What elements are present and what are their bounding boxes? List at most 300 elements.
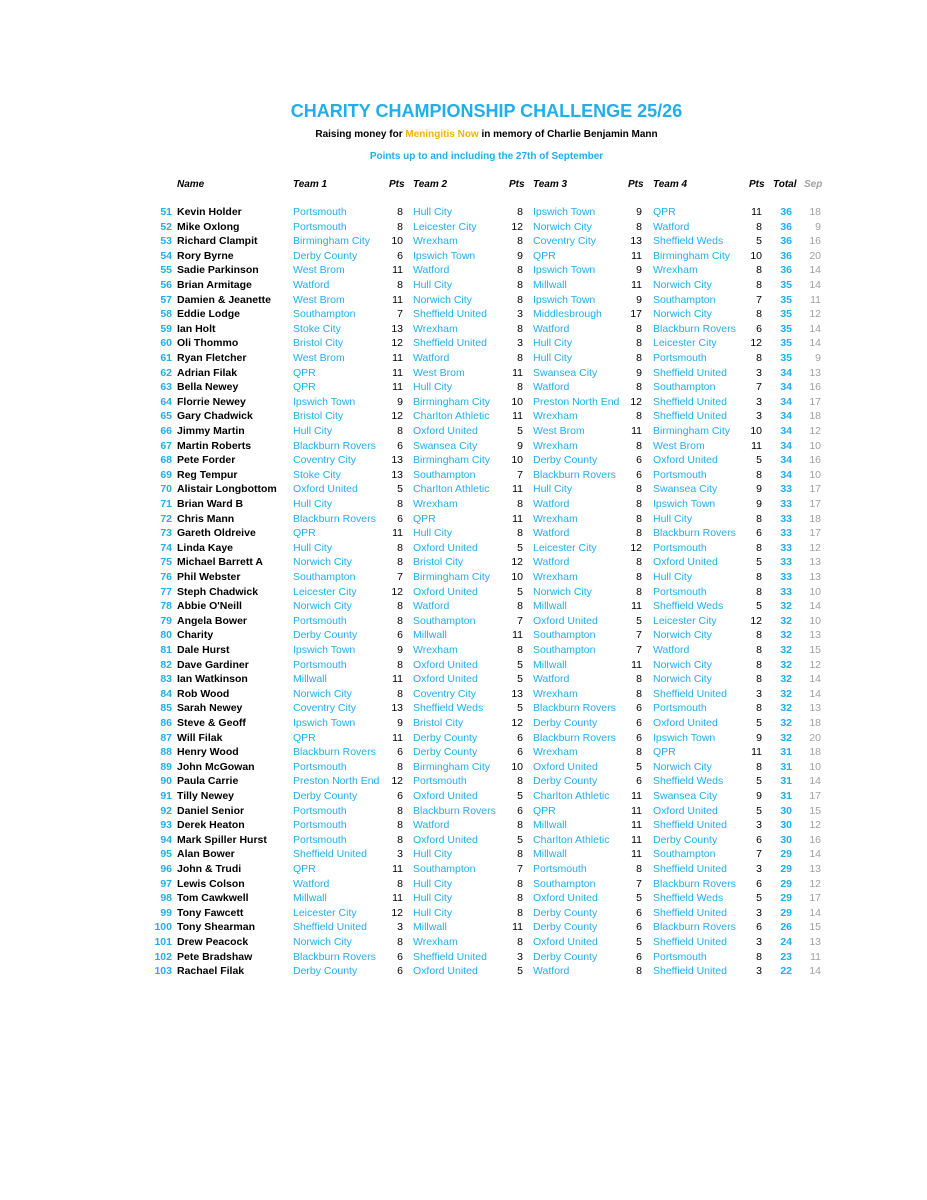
team3-cell: Southampton <box>533 629 596 642</box>
rank-cell: 60 <box>160 337 172 350</box>
team4-cell: Norwich City <box>653 279 712 291</box>
team3-cell: Derby County <box>533 906 598 919</box>
sep-cell: 14 <box>809 906 821 919</box>
pts1-cell: 8 <box>397 279 403 291</box>
team1-cell: West Brom <box>293 264 345 277</box>
rank-cell: 79 <box>160 614 172 627</box>
team4-cell: Sheffield United <box>653 863 727 875</box>
pts3-cell: 5 <box>636 614 642 627</box>
sep-cell: 17 <box>809 498 821 510</box>
team4-cell: Norwich City <box>653 760 712 773</box>
table-row <box>0 615 927 630</box>
name-cell: Michael Barrett A <box>177 556 263 569</box>
header-pts4: Pts <box>749 179 765 190</box>
team2-cell: Derby County <box>413 731 478 744</box>
pts4-cell: 8 <box>756 512 762 525</box>
pts1-cell: 8 <box>397 877 403 890</box>
sep-cell: 14 <box>809 279 821 291</box>
sep-cell: 16 <box>809 454 821 467</box>
sep-cell: 12 <box>809 541 821 554</box>
team1-cell: Hull City <box>293 498 333 510</box>
pts1-cell: 6 <box>397 439 403 452</box>
name-cell: Mark Spiller Hurst <box>177 833 267 846</box>
pts2-cell: 8 <box>517 235 523 248</box>
name-cell: Ian Watkinson <box>177 673 248 686</box>
total-cell: 32 <box>780 644 792 656</box>
table-row <box>0 848 927 863</box>
pts2-cell: 10 <box>511 571 523 583</box>
team3-cell: Millwall <box>533 279 567 291</box>
total-cell: 32 <box>780 687 792 700</box>
team4-cell: Southampton <box>653 381 716 394</box>
name-cell: Florrie Newey <box>177 395 246 408</box>
team2-cell: Charlton Athletic <box>413 410 490 423</box>
pts3-cell: 8 <box>636 483 642 496</box>
team1-cell: Bristol City <box>293 337 344 350</box>
name-cell: Tom Cawkwell <box>177 892 249 905</box>
rank-cell: 100 <box>154 921 172 934</box>
pts4-cell: 11 <box>751 746 762 759</box>
pts1-cell: 3 <box>397 921 403 934</box>
total-cell: 29 <box>780 906 792 919</box>
total-cell: 23 <box>780 950 792 963</box>
pts1-cell: 13 <box>391 454 403 467</box>
rank-cell: 87 <box>160 731 172 744</box>
pts4-cell: 8 <box>756 760 762 773</box>
team4-cell: Norwich City <box>653 658 712 671</box>
pts3-cell: 6 <box>636 731 642 744</box>
sep-cell: 10 <box>809 760 821 773</box>
table-row <box>0 775 927 790</box>
pts1-cell: 8 <box>397 600 403 613</box>
sep-cell: 14 <box>809 965 821 978</box>
table-row <box>0 381 927 396</box>
pts3-cell: 8 <box>636 556 642 569</box>
table-row <box>0 440 927 455</box>
name-cell: Tony Shearman <box>177 921 255 934</box>
sep-cell: 12 <box>809 425 821 437</box>
team2-cell: Oxford United <box>413 790 478 802</box>
table-row <box>0 556 927 571</box>
table-row <box>0 878 927 893</box>
sep-cell: 16 <box>809 381 821 394</box>
total-cell: 32 <box>780 614 792 627</box>
team4-cell: Blackburn Rovers <box>653 877 736 890</box>
pts4-cell: 9 <box>756 483 762 496</box>
team2-cell: Watford <box>413 264 450 277</box>
team4-cell: Blackburn Rovers <box>653 527 736 540</box>
pts1-cell: 12 <box>391 775 403 788</box>
team4-cell: Sheffield United <box>653 906 727 919</box>
total-cell: 34 <box>780 381 792 394</box>
pts1-cell: 8 <box>397 425 403 437</box>
pts2-cell: 7 <box>517 468 523 481</box>
pts4-cell: 10 <box>750 249 762 262</box>
team3-cell: Middlesbrough <box>533 308 602 321</box>
pts2-cell: 13 <box>511 687 523 700</box>
team4-cell: Leicester City <box>653 614 717 627</box>
pts3-cell: 8 <box>636 527 642 540</box>
team2-cell: Blackburn Rovers <box>413 804 496 817</box>
table-row <box>0 367 927 382</box>
pts4-cell: 5 <box>756 600 762 613</box>
pts3-cell: 12 <box>630 541 642 554</box>
team2-cell: Birmingham City <box>413 571 491 583</box>
total-cell: 33 <box>780 527 792 540</box>
rank-cell: 75 <box>160 556 172 569</box>
pts2-cell: 10 <box>511 454 523 467</box>
team4-cell: Portsmouth <box>653 702 707 715</box>
team1-cell: Bristol City <box>293 410 344 423</box>
team1-cell: Oxford United <box>293 483 358 496</box>
pts4-cell: 8 <box>756 658 762 671</box>
pts2-cell: 5 <box>517 702 523 715</box>
pts2-cell: 8 <box>517 600 523 613</box>
team4-cell: Sheffield United <box>653 366 727 379</box>
team1-cell: Derby County <box>293 629 358 642</box>
pts4-cell: 5 <box>756 717 762 729</box>
pts4-cell: 8 <box>756 571 762 583</box>
team1-cell: Sheffield United <box>293 921 367 934</box>
sep-cell: 10 <box>809 585 821 598</box>
team4-cell: Hull City <box>653 512 693 525</box>
pts3-cell: 8 <box>636 512 642 525</box>
pts2-cell: 8 <box>517 877 523 890</box>
pts3-cell: 6 <box>636 950 642 963</box>
pts1-cell: 9 <box>397 644 403 656</box>
pts2-cell: 11 <box>512 629 523 642</box>
rank-cell: 68 <box>160 454 172 467</box>
total-cell: 31 <box>780 775 792 788</box>
pts1-cell: 5 <box>397 483 403 496</box>
rank-cell: 58 <box>160 308 172 321</box>
total-cell: 33 <box>780 498 792 510</box>
pts3-cell: 11 <box>631 790 642 802</box>
pts4-cell: 6 <box>756 322 762 335</box>
team4-cell: Swansea City <box>653 483 718 496</box>
table-header <box>0 178 927 193</box>
name-cell: Henry Wood <box>177 746 239 759</box>
pts2-cell: 8 <box>517 848 523 861</box>
team2-cell: Ipswich Town <box>413 249 476 262</box>
header-name: Name <box>177 179 205 190</box>
pts1-cell: 8 <box>397 687 403 700</box>
total-cell: 34 <box>780 468 792 481</box>
team2-cell: Sheffield United <box>413 337 487 350</box>
total-cell: 33 <box>780 541 792 554</box>
team2-cell: Southampton <box>413 468 476 481</box>
pts1-cell: 6 <box>397 746 403 759</box>
pts1-cell: 6 <box>397 249 403 262</box>
total-cell: 31 <box>780 760 792 773</box>
team1-cell: Ipswich Town <box>293 717 356 729</box>
name-cell: Steph Chadwick <box>177 585 259 598</box>
name-cell: Bella Newey <box>177 381 239 394</box>
team2-cell: Oxford United <box>413 541 478 554</box>
team4-cell: Blackburn Rovers <box>653 921 736 934</box>
total-cell: 33 <box>780 512 792 525</box>
team4-cell: Norwich City <box>653 308 712 321</box>
team4-cell: Sheffield Weds <box>653 235 724 248</box>
table-row <box>0 469 927 484</box>
team3-cell: Oxford United <box>533 614 598 627</box>
rank-cell: 59 <box>160 322 172 335</box>
total-cell: 32 <box>780 717 792 729</box>
rank-cell: 56 <box>160 279 172 291</box>
table-row <box>0 294 927 309</box>
team3-cell: Millwall <box>533 658 567 671</box>
team2-cell: Leicester City <box>413 220 477 233</box>
header-team1: Team 1 <box>293 179 328 190</box>
team3-cell: Ipswich Town <box>533 264 596 277</box>
pts4-cell: 5 <box>756 556 762 569</box>
rank-cell: 61 <box>160 352 172 364</box>
name-cell: Derek Heaton <box>177 819 245 832</box>
team4-cell: Norwich City <box>653 673 712 686</box>
pts2-cell: 5 <box>517 673 523 686</box>
header-team4: Team 4 <box>653 179 688 190</box>
pts4-cell: 8 <box>756 673 762 686</box>
team3-cell: Blackburn Rovers <box>533 702 616 715</box>
pts4-cell: 8 <box>756 702 762 715</box>
name-cell: Steve & Geoff <box>177 717 246 729</box>
pts4-cell: 3 <box>756 687 762 700</box>
team1-cell: Portsmouth <box>293 804 347 817</box>
sep-cell: 13 <box>809 936 821 948</box>
team3-cell: Wrexham <box>533 746 578 759</box>
pts3-cell: 9 <box>636 206 642 218</box>
pts4-cell: 8 <box>756 950 762 963</box>
team2-cell: Sheffield United <box>413 308 487 321</box>
pts2-cell: 8 <box>517 322 523 335</box>
table-row <box>0 206 927 221</box>
pts1-cell: 8 <box>397 541 403 554</box>
table-row <box>0 410 927 425</box>
pts3-cell: 11 <box>631 279 642 291</box>
sep-cell: 11 <box>810 293 821 306</box>
name-cell: Pete Bradshaw <box>177 950 253 963</box>
rank-cell: 91 <box>160 790 172 802</box>
sep-cell: 14 <box>809 848 821 861</box>
rank-cell: 54 <box>160 249 172 262</box>
team1-cell: Norwich City <box>293 556 352 569</box>
team4-cell: Oxford United <box>653 454 718 467</box>
team3-cell: Charlton Athletic <box>533 833 610 846</box>
sep-cell: 12 <box>809 308 821 321</box>
team4-cell: Sheffield United <box>653 687 727 700</box>
rank-cell: 90 <box>160 775 172 788</box>
subtitle-suffix: in memory of Charlie Benjamin Mann <box>478 129 658 140</box>
table-row <box>0 659 927 674</box>
team4-cell: Wrexham <box>653 264 698 277</box>
table-row <box>0 790 927 805</box>
team1-cell: Norwich City <box>293 687 352 700</box>
table-row <box>0 235 927 250</box>
team2-cell: Sheffield United <box>413 950 487 963</box>
pts1-cell: 12 <box>391 337 403 350</box>
pts2-cell: 5 <box>517 658 523 671</box>
pts4-cell: 5 <box>756 235 762 248</box>
pts3-cell: 8 <box>636 337 642 350</box>
team1-cell: Hull City <box>293 541 333 554</box>
name-cell: Linda Kaye <box>177 541 234 554</box>
total-cell: 32 <box>780 673 792 686</box>
pts1-cell: 13 <box>391 468 403 481</box>
team3-cell: Blackburn Rovers <box>533 468 616 481</box>
pts3-cell: 11 <box>631 658 642 671</box>
team1-cell: Preston North End <box>293 775 380 788</box>
name-cell: Abbie O'Neill <box>177 600 242 613</box>
sep-cell: 20 <box>809 249 821 262</box>
name-cell: Oli Thommo <box>177 337 239 350</box>
team3-cell: Wrexham <box>533 687 578 700</box>
sep-cell: 13 <box>809 556 821 569</box>
team2-cell: Oxford United <box>413 658 478 671</box>
team2-cell: Coventry City <box>413 687 477 700</box>
name-cell: Jimmy Martin <box>177 425 245 437</box>
pts4-cell: 9 <box>756 790 762 802</box>
team2-cell: West Brom <box>413 366 465 379</box>
rank-cell: 88 <box>160 746 172 759</box>
pts3-cell: 8 <box>636 746 642 759</box>
rank-cell: 89 <box>160 760 172 773</box>
table-row <box>0 264 927 279</box>
name-cell: Adrian Filak <box>177 366 238 379</box>
pts4-cell: 5 <box>756 775 762 788</box>
pts3-cell: 6 <box>636 775 642 788</box>
pts2-cell: 8 <box>517 293 523 306</box>
total-cell: 29 <box>780 892 792 905</box>
team2-cell: Wrexham <box>413 644 458 656</box>
name-cell: Dale Hurst <box>177 644 230 656</box>
team3-cell: Derby County <box>533 775 598 788</box>
team3-cell: Watford <box>533 498 570 510</box>
name-cell: Brian Ward B <box>177 498 244 510</box>
total-cell: 36 <box>780 249 792 262</box>
pts2-cell: 9 <box>517 249 523 262</box>
total-cell: 32 <box>780 702 792 715</box>
team4-cell: Sheffield United <box>653 410 727 423</box>
points-note: Points up to and including the 27th of September <box>369 151 604 162</box>
pts4-cell: 8 <box>756 629 762 642</box>
sep-cell: 20 <box>809 731 821 744</box>
table-row <box>0 907 927 922</box>
team2-cell: Hull City <box>413 848 453 861</box>
pts3-cell: 11 <box>631 425 642 437</box>
team1-cell: Stoke City <box>293 322 341 335</box>
total-cell: 30 <box>780 819 792 832</box>
team1-cell: Sheffield United <box>293 848 367 861</box>
pts3-cell: 11 <box>631 848 642 861</box>
total-cell: 29 <box>780 848 792 861</box>
pts1-cell: 9 <box>397 717 403 729</box>
pts3-cell: 12 <box>630 395 642 408</box>
total-cell: 34 <box>780 395 792 408</box>
rank-cell: 71 <box>160 498 172 510</box>
total-cell: 34 <box>780 454 792 467</box>
total-cell: 29 <box>780 877 792 890</box>
team2-cell: Sheffield Weds <box>413 702 484 715</box>
rank-cell: 96 <box>160 863 172 875</box>
total-cell: 33 <box>780 571 792 583</box>
rank-cell: 76 <box>160 571 172 583</box>
pts2-cell: 5 <box>517 965 523 978</box>
team1-cell: Millwall <box>293 892 327 905</box>
table-row <box>0 746 927 761</box>
team3-cell: Watford <box>533 381 570 394</box>
team3-cell: Leicester City <box>533 541 597 554</box>
rank-cell: 81 <box>160 644 172 656</box>
pts2-cell: 11 <box>512 410 523 423</box>
table-row <box>0 586 927 601</box>
pts3-cell: 6 <box>636 921 642 934</box>
table-row <box>0 921 927 936</box>
team2-cell: Southampton <box>413 863 476 875</box>
rank-cell: 51 <box>160 206 172 218</box>
team3-cell: Millwall <box>533 600 567 613</box>
name-cell: Gary Chadwick <box>177 410 253 423</box>
team2-cell: Bristol City <box>413 717 464 729</box>
team2-cell: Bristol City <box>413 556 464 569</box>
name-cell: Kevin Holder <box>177 206 242 218</box>
team1-cell: Stoke City <box>293 468 341 481</box>
team3-cell: Oxford United <box>533 936 598 948</box>
team1-cell: Blackburn Rovers <box>293 950 376 963</box>
sep-cell: 10 <box>809 614 821 627</box>
table-row <box>0 323 927 338</box>
team1-cell: Watford <box>293 279 330 291</box>
sep-cell: 9 <box>815 352 821 364</box>
rank-cell: 70 <box>160 483 172 496</box>
team2-cell: Hull City <box>413 892 453 905</box>
sep-cell: 17 <box>809 527 821 540</box>
rank-cell: 92 <box>160 804 172 817</box>
pts4-cell: 3 <box>756 863 762 875</box>
pts2-cell: 6 <box>517 804 523 817</box>
name-cell: Rory Byrne <box>177 249 234 262</box>
team3-cell: QPR <box>533 249 556 262</box>
pts2-cell: 5 <box>517 425 523 437</box>
pts2-cell: 7 <box>517 863 523 875</box>
sep-cell: 13 <box>809 702 821 715</box>
pts3-cell: 6 <box>636 717 642 729</box>
team1-cell: Norwich City <box>293 936 352 948</box>
rank-cell: 103 <box>154 965 172 978</box>
pts3-cell: 5 <box>636 760 642 773</box>
rank-cell: 86 <box>160 717 172 729</box>
team1-cell: Blackburn Rovers <box>293 439 376 452</box>
rank-cell: 80 <box>160 629 172 642</box>
team4-cell: Watford <box>653 220 690 233</box>
sep-cell: 17 <box>809 395 821 408</box>
team2-cell: Hull City <box>413 906 453 919</box>
team4-cell: West Brom <box>653 439 705 452</box>
rank-cell: 78 <box>160 600 172 613</box>
team1-cell: QPR <box>293 366 316 379</box>
pts2-cell: 12 <box>511 556 523 569</box>
name-cell: Alan Bower <box>177 848 235 861</box>
team2-cell: Hull City <box>413 527 453 540</box>
pts3-cell: 7 <box>636 644 642 656</box>
subtitle <box>0 129 927 140</box>
team4-cell: Leicester City <box>653 337 717 350</box>
table-row <box>0 688 927 703</box>
total-cell: 36 <box>780 235 792 248</box>
sep-cell: 13 <box>809 629 821 642</box>
name-cell: Tony Fawcett <box>177 906 244 919</box>
pts2-cell: 11 <box>512 921 523 934</box>
team1-cell: Hull City <box>293 425 333 437</box>
